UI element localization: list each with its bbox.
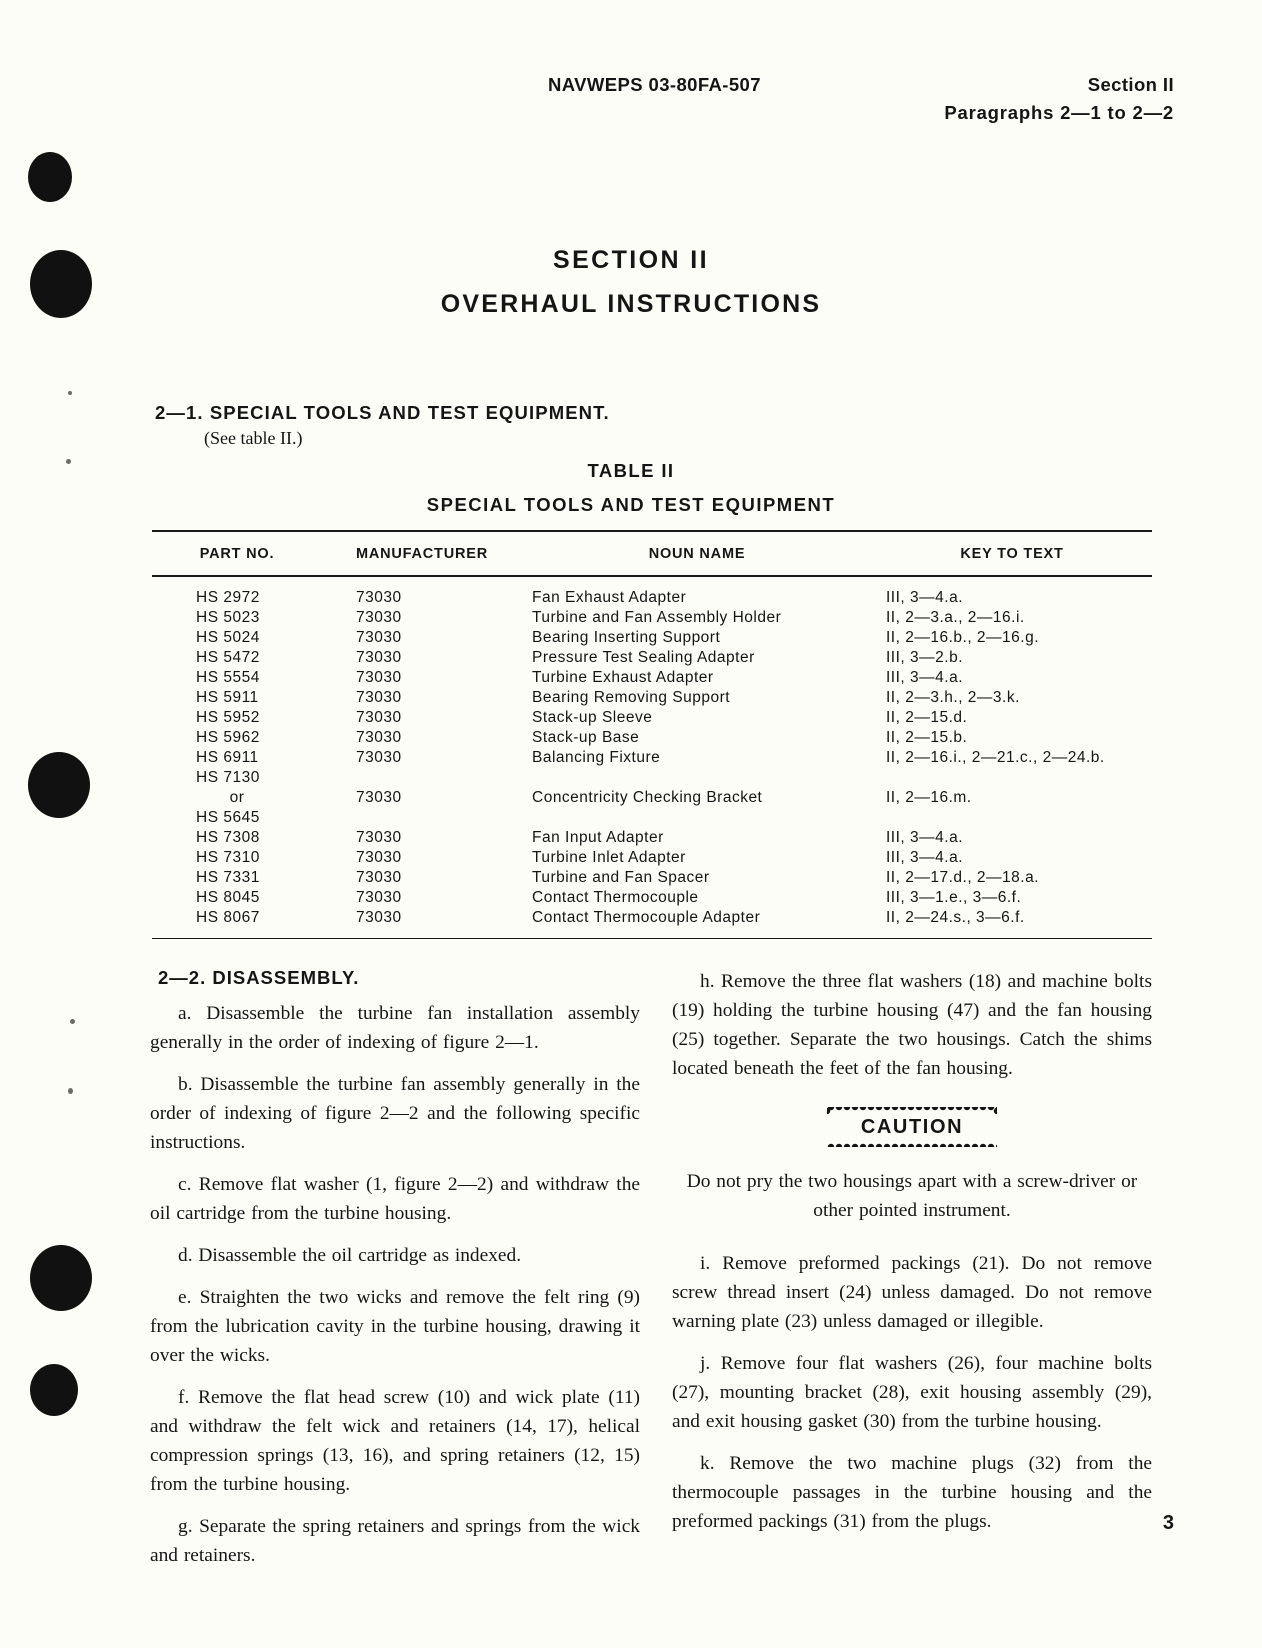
cell-manufacturer (322, 768, 522, 788)
cell-key-to-text: II, 2—17.d., 2—18.a. (886, 868, 1040, 886)
paragraph-2-2-heading: 2—2. DISASSEMBLY. (158, 967, 360, 988)
disassembly-steps-right-before-caution (672, 967, 1152, 1083)
cell-part-no: HS 8067 (196, 908, 260, 926)
punch-hole (30, 1364, 78, 1416)
table-row (152, 848, 1152, 868)
page-title: SECTION II (553, 246, 709, 274)
cell-key-to-text: II, 2—16.b., 2—16.g. (886, 628, 1040, 646)
cell-key-to-text: III, 3—4.a. (886, 828, 964, 846)
table-row (152, 708, 1152, 728)
cell-manufacturer: 73030 (356, 868, 402, 886)
cell-key-to-text: III, 3—4.a. (886, 668, 964, 686)
cell-noun-name: Fan Input Adapter (532, 828, 664, 846)
cell-key-to-text: II, 2—3.h., 2—3.k. (886, 688, 1020, 706)
caution-border-top-icon (827, 1107, 997, 1114)
cell-part-no: HS 8045 (196, 888, 260, 906)
table-row (152, 808, 1152, 828)
running-head-section: Section II (1087, 74, 1174, 95)
table-row (152, 908, 1152, 928)
cell-noun-name: Turbine and Fan Assembly Holder (532, 608, 782, 626)
table-number: TABLE II (587, 460, 675, 481)
cell-noun-name: Concentricity Checking Bracket (532, 788, 763, 806)
disassembly-steps-right-after-caution (672, 1249, 1152, 1536)
cell-manufacturer: 73030 (356, 588, 402, 606)
cell-manufacturer: 73030 (356, 628, 402, 646)
disassembly-step: i. Remove preformed packings (21). Do not remove screw thread insert (24) unless damaged. Do not remove warning plate (23) unless damaged or illegible. (672, 1253, 1152, 1332)
caution-text: Do not pry the two housings apart with a screw-driver or other pointed instrument. (686, 1171, 1138, 1221)
caution-block (672, 1107, 1152, 1147)
scan-speck (68, 391, 72, 395)
cell-part-no: HS 5554 (196, 668, 260, 686)
cell-noun-name: Pressure Test Sealing Adapter (532, 648, 755, 666)
table-body (152, 577, 1152, 938)
cell-manufacturer: 73030 (356, 728, 402, 746)
column-header-key-to-text: KEY TO TEXT (960, 546, 1064, 562)
cell-part-no: HS 5023 (196, 608, 260, 626)
table-row (152, 748, 1152, 768)
page-subtitle: OVERHAUL INSTRUCTIONS (440, 290, 822, 318)
cell-part-no: or (229, 788, 245, 806)
table-bottom-rule (152, 938, 1152, 940)
cell-part-no: HS 5472 (196, 648, 260, 666)
disassembly-step: f. Remove the flat head screw (10) and wick plate (11) and withdraw the felt wick and retainers (14, 17), helical compression springs (13, 16), and spring retainers (12, 15) from the turbine housing. (150, 1387, 640, 1495)
table-row (152, 768, 1152, 788)
cell-part-no: HS 7130 (196, 768, 260, 786)
column-header-part-no: PART NO. (199, 546, 275, 562)
table-row (152, 888, 1152, 908)
cell-key-to-text: II, 2—15.b. (886, 728, 968, 746)
cell-manufacturer: 73030 (356, 708, 402, 726)
caution-border-right-icon (990, 1107, 997, 1147)
table-row (152, 788, 1152, 808)
cell-part-no: HS 7308 (196, 828, 260, 846)
cell-noun-name (522, 808, 872, 828)
cell-manufacturer: 73030 (356, 848, 402, 866)
disassembly-step: j. Remove four flat washers (26), four machine bolts (27), mounting bracket (28), exit housing assembly (29), and exit housing gasket (30) from the turbine housing. (672, 1353, 1152, 1432)
cell-manufacturer: 73030 (356, 748, 402, 766)
cell-key-to-text: III, 3—4.a. (886, 848, 964, 866)
cell-noun-name: Turbine and Fan Spacer (532, 868, 710, 886)
cell-key-to-text: III, 3—4.a. (886, 588, 964, 606)
cell-key-to-text: III, 3—2.b. (886, 648, 964, 666)
cell-part-no: HS 7331 (196, 868, 260, 886)
disassembly-step: g. Separate the spring retainers and springs from the wick and retainers. (150, 1516, 640, 1566)
punch-hole (28, 152, 72, 202)
cell-part-no: HS 7310 (196, 848, 260, 866)
body-column-left (150, 967, 640, 1583)
document-number: NAVWEPS 03-80FA-507 (548, 74, 761, 95)
cell-noun-name: Balancing Fixture (532, 748, 661, 766)
cell-part-no: HS 2972 (196, 588, 260, 606)
caution-border-bottom-icon (827, 1140, 997, 1147)
cell-noun-name (522, 768, 872, 788)
table-row (152, 828, 1152, 848)
scan-speck (70, 1019, 75, 1024)
cell-manufacturer: 73030 (356, 828, 402, 846)
table-header-row (152, 532, 1152, 575)
cell-manufacturer: 73030 (356, 688, 402, 706)
cell-manufacturer: 73030 (356, 908, 402, 926)
cell-key-to-text: III, 3—1.e., 3—6.f. (886, 888, 1022, 906)
cell-key-to-text (872, 808, 1152, 828)
disassembly-step: k. Remove the two machine plugs (32) from the thermocouple passages in the turbine housing and the preformed packings (31) from the plugs. (672, 1453, 1152, 1532)
cell-part-no: HS 5024 (196, 628, 260, 646)
cell-part-no: HS 5645 (196, 808, 260, 826)
cell-manufacturer: 73030 (356, 788, 402, 806)
disassembly-step: e. Straighten the two wicks and remove the felt ring (9) from the lubrication cavity in the turbine housing, drawing it over the wicks. (150, 1287, 640, 1366)
paragraph-2-1-see-note: (See table II.) (204, 428, 303, 448)
cell-manufacturer: 73030 (356, 648, 402, 666)
cell-noun-name: Fan Exhaust Adapter (532, 588, 687, 606)
cell-key-to-text: II, 2—16.i., 2—21.c., 2—24.b. (886, 748, 1105, 766)
body-column-right (672, 967, 1152, 1549)
caution-label: CAUTION (860, 1116, 964, 1138)
cell-manufacturer: 73030 (356, 608, 402, 626)
table-row (152, 688, 1152, 708)
paragraph-2-1-heading: 2—1. SPECIAL TOOLS AND TEST EQUIPMENT. (155, 402, 610, 423)
cell-noun-name: Bearing Removing Support (532, 688, 731, 706)
cell-key-to-text: II, 2—16.m. (886, 788, 972, 806)
cell-manufacturer: 73030 (356, 888, 402, 906)
cell-noun-name: Contact Thermocouple (532, 888, 699, 906)
cell-key-to-text: II, 2—3.a., 2—16.i. (886, 608, 1025, 626)
cell-noun-name: Stack-up Base (532, 728, 640, 746)
cell-key-to-text: II, 2—15.d. (886, 708, 968, 726)
cell-noun-name: Stack-up Sleeve (532, 708, 653, 726)
disassembly-step: c. Remove flat washer (1, figure 2—2) and withdraw the oil cartridge from the turbine housing. (150, 1174, 640, 1224)
caution-box (827, 1107, 997, 1147)
table-caption: SPECIAL TOOLS AND TEST EQUIPMENT (426, 494, 836, 515)
cell-noun-name: Contact Thermocouple Adapter (532, 908, 761, 926)
disassembly-steps-left (150, 999, 640, 1570)
cell-noun-name: Turbine Inlet Adapter (532, 848, 686, 866)
special-tools-table (152, 530, 1152, 939)
table-row (152, 608, 1152, 628)
cell-manufacturer: 73030 (356, 668, 402, 686)
cell-part-no: HS 5911 (196, 688, 259, 706)
cell-part-no: HS 6911 (196, 748, 259, 766)
cell-key-to-text (872, 768, 1152, 788)
page-number: 3 (1162, 1512, 1174, 1534)
cell-part-no: HS 5962 (196, 728, 260, 746)
cell-key-to-text: II, 2—24.s., 3—6.f. (886, 908, 1025, 926)
table-row (152, 628, 1152, 648)
table-row (152, 588, 1152, 608)
cell-noun-name: Turbine Exhaust Adapter (532, 668, 714, 686)
cell-part-no: HS 5952 (196, 708, 260, 726)
scan-speck (68, 1088, 73, 1094)
column-header-manufacturer: MANUFACTURER (355, 546, 489, 562)
running-head-paragraphs: Paragraphs 2—1 to 2—2 (944, 102, 1174, 123)
punch-hole (28, 752, 90, 818)
punch-hole (30, 1245, 92, 1311)
disassembly-step: b. Disassemble the turbine fan assembly generally in the order of indexing of figure 2—2 and the following specific instructions. (150, 1074, 640, 1153)
caution-border-left-icon (827, 1107, 834, 1147)
disassembly-step: h. Remove the three flat washers (18) and machine bolts (19) holding the turbine housing (47) and the fan housing (25) together. Separate the two housings. Catch the shims located beneath the feet of the fan housing. (672, 971, 1152, 1079)
disassembly-step: a. Disassemble the turbine fan installation assembly generally in the order of indexing of figure 2—1. (150, 1003, 640, 1053)
table-row (152, 728, 1152, 748)
table-row (152, 668, 1152, 688)
table-row (152, 648, 1152, 668)
column-header-noun-name: NOUN NAME (648, 546, 746, 562)
table-row (152, 868, 1152, 888)
cell-noun-name: Bearing Inserting Support (532, 628, 721, 646)
cell-manufacturer (322, 808, 522, 828)
disassembly-step: d. Disassemble the oil cartridge as indexed. (178, 1245, 522, 1266)
